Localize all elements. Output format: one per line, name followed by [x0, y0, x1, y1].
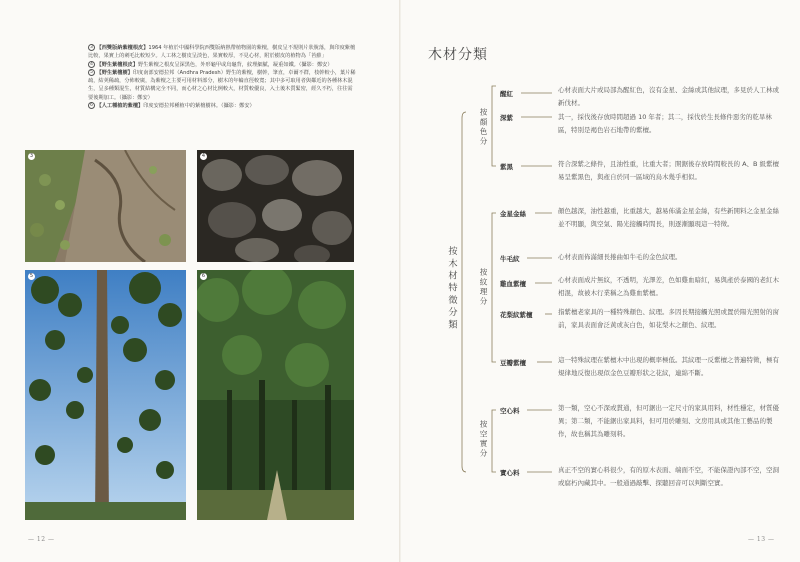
group-label-color: 按顏色分	[479, 108, 488, 147]
classification-vertical-title: 按木材特徵分類	[446, 246, 457, 332]
desc-niumaowen: 心材表面佈滿細長捲曲如牛毛的金色紋理。	[558, 253, 682, 261]
term-jinxing-jinsi: 金星金絲	[500, 210, 526, 218]
term-shenzi: 深紫	[500, 114, 513, 122]
term-kongxinliao: 空心料	[500, 407, 520, 415]
desc-jinxing-jinsi: 顏色越深，油性越重，比重越大，越易佈滿金星金絲，有些新開料之金星金絲並不明顯，與空氣、陽光接觸時間長，則逐漸顯現這一特徵。	[558, 207, 779, 228]
desc-shenzi: 其一，採伐後存放時間超過 10 年者；其二，採伐於生長條件惡劣的乾旱林區，特別是褐色岩石地帶的紫檀。	[558, 113, 772, 134]
term-shixinliao: 實心料	[500, 469, 520, 477]
page-number-right: — 13 —	[748, 536, 775, 543]
photo-number-4: 4	[201, 153, 206, 159]
desc-jixue-zitan: 心材表面成片無紋，不透明，光澤差，色如雞血暗紅，易與產於泰國的老紅木相混，故被木行業稱之為雞血紫檀。	[558, 276, 779, 297]
term-hualiwen-zitan: 花梨紋紫檀	[500, 311, 533, 319]
desc-douban-zitan: 這一特殊紋理在紫檀木中出現的概率極低。其紋理一反紫檀之普遍特徵，極有規律地反復出現似金色豆瓣形狀之花紋，連綿不斷。	[558, 356, 779, 377]
caption-4: 4 【野生紫檀根皮】野生紫檀之根皮呈深黑色，外形龜甲或烏龜背，紋理細膩，凝重如鐵。（攝影：鄭安）	[88, 61, 356, 69]
term-zihei: 紫黑	[500, 163, 513, 171]
term-niumaowen: 牛毛紋	[500, 255, 520, 263]
desc-zihei: 符合深紫之條件，且油性重，比重大者；開鋸後存放時間較長的 A、B 級紫檀易呈紫黑色，與產自於同一區域的烏木幾乎相似。	[558, 160, 780, 181]
photo-number-3: 3	[29, 153, 34, 159]
term-douban-zitan: 豆瓣紫檀	[500, 359, 526, 367]
group-label-grain: 按紋理分	[479, 268, 488, 307]
caption-3: 3 【西雙版納紫檀根皮】1964 年植於中國科學院西雙版納熱帶植物園的紫檀，樹皮呈不規則片狀脫落，與印度紫檀比較，果實上的刺毛比較短少。人工林之樹皮呈淡色，果實較厚，不見心材，附於樹皮的植物為「苔蘚」	[88, 45, 356, 60]
desc-kongxinliao: 第一類，空心不深或貫通，但可鋸出一定尺寸的家具用料，材性穩定，材質優異；第二類，不能鋸出家具料，但可用於雕刻、文房用具或其他工藝品的製作，故也稱其為雕刻料。	[558, 404, 779, 438]
photo-number-6: 6	[201, 273, 206, 279]
caption-6: 6 【人工種植的紫檀】印度安德拉邦種植中的紫檀樹林。（攝影：鄭安）	[88, 102, 356, 110]
caption-5: 5 【野生紫檀樹】印度南部安德拉邦（Andhra Pradesh）野生的紫檀，樹幹，筆直，卓爾不群，枝幹較小，葉片稀疏，結莢稀疏，分佈較廣，為紫檀之主要可用材料部分，樹木的年輪直徑較寬；其中多可取用者與鄰近的各種林木混生，呈多種類混生，材質結構完全不同，而心材之心材比例較大，材質較優良，入土後木質緊密，經久不朽，往往需要後期加工。（攝影：鄭安）	[88, 70, 356, 101]
term-xinghong: 醒紅	[500, 90, 513, 98]
page-title: 木材分類	[428, 47, 488, 63]
photo-number-5: 5	[29, 273, 34, 279]
desc-xinghong: 心材表面大片或局部為醒紅色，沒有金星、金絲或其他紋理，多見於人工林或新伐材。	[558, 86, 779, 107]
page-number-left: — 12 —	[28, 536, 55, 543]
term-jixue-zitan: 雞血紫檀	[500, 280, 526, 288]
group-label-solidity: 按空實分	[479, 420, 488, 459]
desc-shixinliao: 真正不空的實心料很少，有的原木表面、端面不空，不能保證內部不空，空洞或腐朽內藏其中。一般通過敲擊、探聽回音可以判斷空實。	[558, 466, 779, 487]
desc-hualiwen-zitan: 指紫檀老家具的一種特殊顏色、紋理。多因長期接觸光照或置於陽光照射的窗前，家具表面會泛黃或灰白色，如花梨木之顏色、紋理。	[558, 308, 779, 329]
